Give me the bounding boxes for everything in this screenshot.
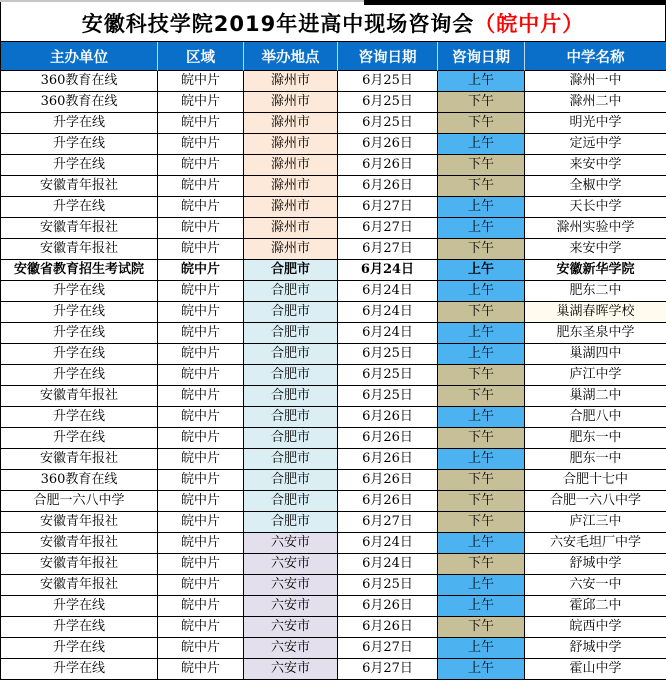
- cell-date: 6月26日: [338, 617, 438, 638]
- column-header-date: 咨询日期: [338, 42, 438, 71]
- cell-venue: 滁州市: [244, 176, 338, 197]
- table-row: [1, 428, 666, 449]
- cell-region: 皖中片: [158, 176, 244, 197]
- column-header-date2: 咨询日期: [438, 42, 525, 71]
- cell-organizer: 升学在线: [1, 134, 158, 155]
- cell-region: 皖中片: [158, 71, 244, 92]
- table-row: [1, 449, 666, 470]
- cell-organizer: 升学在线: [1, 323, 158, 344]
- cell-time: 下午: [438, 554, 525, 575]
- cell-time: 下午: [438, 491, 525, 512]
- cell-region: 皖中片: [158, 113, 244, 134]
- cell-date: 6月25日: [338, 365, 438, 386]
- cell-date: 6月26日: [338, 176, 438, 197]
- table-row: [1, 617, 666, 638]
- table-row: [1, 92, 666, 113]
- cell-organizer: 升学在线: [1, 596, 158, 617]
- cell-organizer: 360教育在线: [1, 71, 158, 92]
- cell-organizer: 升学在线: [1, 365, 158, 386]
- cell-date: 6月25日: [338, 344, 438, 365]
- table-row: [1, 470, 666, 491]
- cell-school: 滁州二中: [525, 92, 666, 113]
- cell-date: 6月25日: [338, 386, 438, 407]
- cell-school: 庐江中学: [525, 365, 666, 386]
- cell-venue: 六安市: [244, 596, 338, 617]
- cell-time: 上午: [438, 638, 525, 659]
- cell-region: 皖中片: [158, 512, 244, 533]
- cell-organizer: 升学在线: [1, 659, 158, 680]
- cell-school: 舒城中学: [525, 554, 666, 575]
- cell-time: 下午: [438, 428, 525, 449]
- column-header-venue: 举办地点: [244, 42, 338, 71]
- cell-organizer: 安徽青年报社: [1, 512, 158, 533]
- cell-time: 上午: [438, 659, 525, 680]
- column-header-region: 区域: [158, 42, 244, 71]
- cell-venue: 滁州市: [244, 92, 338, 113]
- cell-organizer: 安徽省教育招生考试院: [1, 260, 158, 281]
- header-row: [1, 42, 666, 71]
- cell-school: 皖西中学: [525, 617, 666, 638]
- table-row: [1, 239, 666, 260]
- cell-school: 霍邱二中: [525, 596, 666, 617]
- table-row: [1, 155, 666, 176]
- cell-organizer: 升学在线: [1, 155, 158, 176]
- cell-organizer: 安徽青年报社: [1, 218, 158, 239]
- cell-venue: 滁州市: [244, 134, 338, 155]
- cell-organizer: 合肥一六八中学: [1, 491, 158, 512]
- cell-organizer: 360教育在线: [1, 470, 158, 491]
- table-row: [1, 554, 666, 575]
- column-header-school: 中学名称: [525, 42, 666, 71]
- cell-time: 上午: [438, 407, 525, 428]
- cell-school: 巢湖春晖学校: [525, 302, 666, 323]
- cell-school: 肥东一中: [525, 428, 666, 449]
- cell-region: 皖中片: [158, 428, 244, 449]
- page-title: [0, 0, 666, 41]
- cell-school: 合肥十七中: [525, 470, 666, 491]
- cell-time: 上午: [438, 596, 525, 617]
- cell-venue: 六安市: [244, 617, 338, 638]
- cell-school: 天长中学: [525, 197, 666, 218]
- page-title-highlight: （皖中片）: [474, 11, 585, 36]
- cell-venue: 合肥市: [244, 407, 338, 428]
- cell-venue: 六安市: [244, 554, 338, 575]
- table-row: [1, 512, 666, 533]
- cell-date: 6月26日: [338, 449, 438, 470]
- cell-time: 上午: [438, 449, 525, 470]
- cell-region: 皖中片: [158, 155, 244, 176]
- cell-organizer: 升学在线: [1, 281, 158, 302]
- cell-date: 6月26日: [338, 155, 438, 176]
- table-row: [1, 134, 666, 155]
- cell-organizer: 安徽青年报社: [1, 176, 158, 197]
- cell-date: 6月26日: [338, 596, 438, 617]
- cell-region: 皖中片: [158, 575, 244, 596]
- cell-region: 皖中片: [158, 491, 244, 512]
- table-row: [1, 281, 666, 302]
- cell-time: 下午: [438, 512, 525, 533]
- cell-date: 6月26日: [338, 134, 438, 155]
- cell-school: 来安中学: [525, 155, 666, 176]
- top-edge-black-bar: [364, 0, 666, 5]
- cell-region: 皖中片: [158, 344, 244, 365]
- cell-venue: 合肥市: [244, 302, 338, 323]
- cell-venue: 合肥市: [244, 365, 338, 386]
- cell-time: 上午: [438, 344, 525, 365]
- cell-venue: 合肥市: [244, 323, 338, 344]
- cell-region: 皖中片: [158, 239, 244, 260]
- cell-time: 上午: [438, 575, 525, 596]
- cell-date: 6月25日: [338, 575, 438, 596]
- cell-date: 6月27日: [338, 638, 438, 659]
- cell-school: 肥东一中: [525, 449, 666, 470]
- cell-organizer: 升学在线: [1, 428, 158, 449]
- cell-organizer: 升学在线: [1, 344, 158, 365]
- cell-region: 皖中片: [158, 407, 244, 428]
- table-row: [1, 260, 666, 281]
- cell-region: 皖中片: [158, 260, 244, 281]
- cell-school: 霍山中学: [525, 659, 666, 680]
- cell-venue: 滁州市: [244, 218, 338, 239]
- cell-venue: 合肥市: [244, 281, 338, 302]
- table-row: [1, 71, 666, 92]
- cell-school: 六安毛坦厂中学: [525, 533, 666, 554]
- cell-venue: 合肥市: [244, 386, 338, 407]
- cell-region: 皖中片: [158, 533, 244, 554]
- table-row: [1, 659, 666, 680]
- cell-organizer: 安徽青年报社: [1, 575, 158, 596]
- cell-time: 上午: [438, 197, 525, 218]
- table-row: [1, 533, 666, 554]
- cell-region: 皖中片: [158, 281, 244, 302]
- cell-region: 皖中片: [158, 92, 244, 113]
- cell-time: 下午: [438, 302, 525, 323]
- cell-organizer: 升学在线: [1, 617, 158, 638]
- cell-region: 皖中片: [158, 365, 244, 386]
- cell-venue: 滁州市: [244, 155, 338, 176]
- cell-organizer: 安徽青年报社: [1, 533, 158, 554]
- cell-time: 下午: [438, 386, 525, 407]
- cell-organizer: 升学在线: [1, 113, 158, 134]
- table-row: [1, 218, 666, 239]
- cell-venue: 六安市: [244, 533, 338, 554]
- cell-school: 巢湖二中: [525, 386, 666, 407]
- cell-region: 皖中片: [158, 134, 244, 155]
- cell-school: 安徽新华学院: [525, 260, 666, 281]
- cell-school: 滁州实验中学: [525, 218, 666, 239]
- cell-region: 皖中片: [158, 596, 244, 617]
- cell-school: 明光中学: [525, 113, 666, 134]
- cell-date: 6月26日: [338, 428, 438, 449]
- cell-region: 皖中片: [158, 386, 244, 407]
- cell-organizer: 360教育在线: [1, 92, 158, 113]
- cell-time: 下午: [438, 239, 525, 260]
- cell-time: 上午: [438, 134, 525, 155]
- cell-region: 皖中片: [158, 323, 244, 344]
- column-header-organizer: 主办单位: [1, 42, 158, 71]
- cell-school: 肥东圣泉中学: [525, 323, 666, 344]
- cell-date: 6月26日: [338, 407, 438, 428]
- table-row: [1, 113, 666, 134]
- cell-organizer: 升学在线: [1, 302, 158, 323]
- cell-school: 定远中学: [525, 134, 666, 155]
- cell-venue: 合肥市: [244, 449, 338, 470]
- cell-date: 6月27日: [338, 512, 438, 533]
- cell-school: 肥东二中: [525, 281, 666, 302]
- cell-date: 6月26日: [338, 491, 438, 512]
- cell-venue: 滁州市: [244, 71, 338, 92]
- cell-time: 下午: [438, 617, 525, 638]
- table-row: [1, 176, 666, 197]
- top-edge-gray-line: [0, 0, 364, 2]
- cell-venue: 合肥市: [244, 428, 338, 449]
- cell-date: 6月25日: [338, 92, 438, 113]
- cell-school: 舒城中学: [525, 638, 666, 659]
- cell-time: 下午: [438, 470, 525, 491]
- table-row: [1, 407, 666, 428]
- cell-date: 6月26日: [338, 470, 438, 491]
- cell-organizer: 安徽青年报社: [1, 386, 158, 407]
- cell-time: 上午: [438, 323, 525, 344]
- table-row: [1, 638, 666, 659]
- cell-venue: 合肥市: [244, 260, 338, 281]
- cell-time: 上午: [438, 260, 525, 281]
- cell-venue: 合肥市: [244, 470, 338, 491]
- cell-venue: 滁州市: [244, 197, 338, 218]
- cell-organizer: 安徽青年报社: [1, 449, 158, 470]
- cell-venue: 滁州市: [244, 113, 338, 134]
- cell-school: 来安中学: [525, 239, 666, 260]
- cell-time: 上午: [438, 281, 525, 302]
- cell-organizer: 升学在线: [1, 407, 158, 428]
- cell-time: 下午: [438, 155, 525, 176]
- cell-school: 合肥一六八中学: [525, 491, 666, 512]
- cell-region: 皖中片: [158, 218, 244, 239]
- cell-time: 上午: [438, 218, 525, 239]
- table-row: [1, 365, 666, 386]
- table-row: [1, 323, 666, 344]
- cell-region: 皖中片: [158, 449, 244, 470]
- cell-region: 皖中片: [158, 470, 244, 491]
- cell-date: 6月24日: [338, 302, 438, 323]
- cell-time: 下午: [438, 113, 525, 134]
- cell-date: 6月27日: [338, 197, 438, 218]
- cell-organizer: 升学在线: [1, 638, 158, 659]
- cell-date: 6月24日: [338, 281, 438, 302]
- table-row: [1, 197, 666, 218]
- cell-date: 6月24日: [338, 323, 438, 344]
- cell-organizer: 升学在线: [1, 197, 158, 218]
- cell-organizer: 安徽青年报社: [1, 239, 158, 260]
- cell-organizer: 安徽青年报社: [1, 554, 158, 575]
- table-row: [1, 344, 666, 365]
- cell-venue: 合肥市: [244, 344, 338, 365]
- cell-date: 6月25日: [338, 71, 438, 92]
- cell-school: 滁州一中: [525, 71, 666, 92]
- cell-date: 6月24日: [338, 533, 438, 554]
- table-row: [1, 491, 666, 512]
- table-row: [1, 575, 666, 596]
- cell-region: 皖中片: [158, 554, 244, 575]
- cell-time: 下午: [438, 365, 525, 386]
- cell-venue: 合肥市: [244, 512, 338, 533]
- cell-time: 上午: [438, 71, 525, 92]
- cell-time: 下午: [438, 92, 525, 113]
- cell-date: 6月27日: [338, 239, 438, 260]
- table-row: [1, 596, 666, 617]
- cell-time: 下午: [438, 176, 525, 197]
- cell-region: 皖中片: [158, 659, 244, 680]
- cell-date: 6月24日: [338, 554, 438, 575]
- cell-date: 6月27日: [338, 659, 438, 680]
- cell-venue: 六安市: [244, 575, 338, 596]
- cell-venue: 六安市: [244, 638, 338, 659]
- cell-school: 全椒中学: [525, 176, 666, 197]
- cell-school: 六安一中: [525, 575, 666, 596]
- cell-school: 合肥八中: [525, 407, 666, 428]
- page-title-main: 安徽科技学院2019年进高中现场咨询会: [81, 11, 475, 36]
- cell-date: 6月24日: [338, 260, 438, 281]
- cell-school: 庐江三中: [525, 512, 666, 533]
- table-body: [1, 71, 666, 680]
- cell-time: 上午: [438, 533, 525, 554]
- cell-venue: 滁州市: [244, 239, 338, 260]
- cell-school: 巢湖四中: [525, 344, 666, 365]
- cell-date: 6月27日: [338, 218, 438, 239]
- table-row: [1, 302, 666, 323]
- cell-region: 皖中片: [158, 302, 244, 323]
- table-row: [1, 386, 666, 407]
- cell-venue: 合肥市: [244, 491, 338, 512]
- cell-region: 皖中片: [158, 638, 244, 659]
- cell-venue: 六安市: [244, 659, 338, 680]
- cell-region: 皖中片: [158, 617, 244, 638]
- cell-region: 皖中片: [158, 197, 244, 218]
- cell-date: 6月25日: [338, 113, 438, 134]
- schedule-table: [0, 41, 666, 680]
